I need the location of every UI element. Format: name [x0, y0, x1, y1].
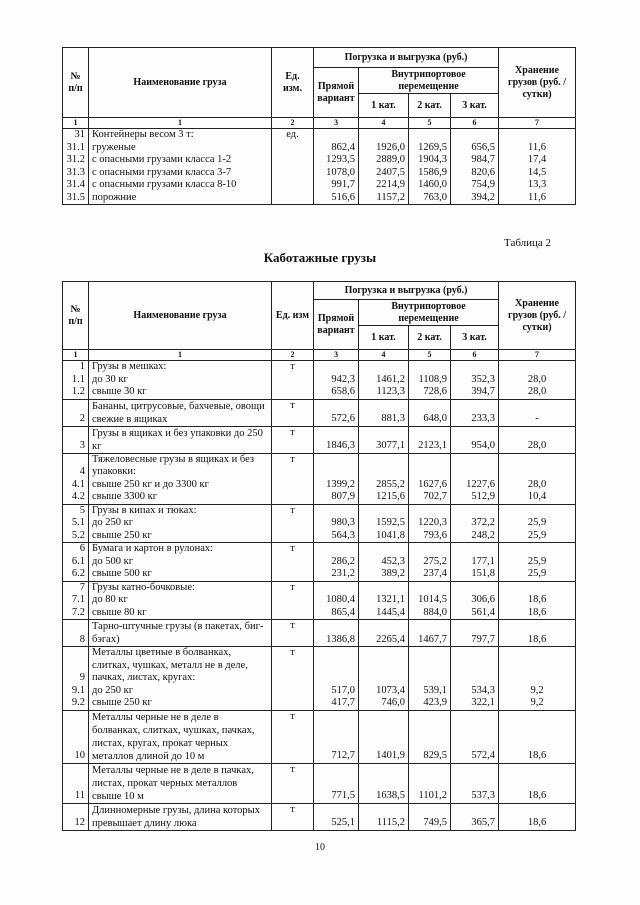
containers-table — [62, 47, 576, 205]
row-cat3: 233,3 — [451, 399, 499, 426]
row-direct: 286,2 231,2 — [314, 543, 359, 582]
row-direct: 712,7 — [314, 710, 359, 763]
row-cat3: 954,0 — [451, 426, 499, 453]
row-storage: 18,6 — [499, 763, 576, 803]
table-row — [63, 504, 576, 543]
coastal-cargo-table — [62, 281, 576, 831]
col-header-num: № п/п — [63, 282, 89, 350]
row-cat1: 1592,5 1041,8 — [359, 504, 409, 543]
row-direct: 771,5 — [314, 763, 359, 803]
col-header-direct: Прямой вариант — [314, 68, 359, 118]
row-cat2: 1627,6 702,7 — [409, 453, 451, 504]
row-cat1: 1926,0 2889,0 2407,5 2214,9 1157,2 — [359, 129, 409, 205]
row-num: 3 — [63, 426, 89, 453]
col-header-cat2: 2 кат. — [409, 94, 451, 118]
row-cat1: 1073,4 746,0 — [359, 647, 409, 711]
col-header-cat3: 3 кат. — [451, 326, 499, 350]
col-header-direct: Прямой вариант — [314, 300, 359, 350]
row-direct: 1080,4 865,4 — [314, 581, 359, 620]
row-cat2: 1108,9 728,6 — [409, 361, 451, 400]
col-header-storage: Хранение грузов (руб. /сутки) — [499, 48, 576, 118]
row-cat1: 2855,2 1215,6 — [359, 453, 409, 504]
row-direct: 942,3 658,6 — [314, 361, 359, 400]
row-direct: 517,0 417,7 — [314, 647, 359, 711]
row-cat2: 648,0 — [409, 399, 451, 426]
page-number: 10 — [315, 842, 325, 853]
table-row — [63, 361, 576, 400]
row-cat2: 1269,5 1904,3 1586,9 1460,0 763,0 — [409, 129, 451, 205]
table-row — [63, 453, 576, 504]
row-num: 8 — [63, 620, 89, 647]
row-storage: 28,0 — [499, 426, 576, 453]
row-cat3: 572,4 — [451, 710, 499, 763]
row-cat3: 306,6 561,4 — [451, 581, 499, 620]
row-num: 7 7.1 7.2 — [63, 581, 89, 620]
row-unit: т — [272, 543, 314, 582]
row-direct: 1846,3 — [314, 426, 359, 453]
col-header-name: Наименование груза — [89, 282, 272, 350]
row-cat2: 829,5 — [409, 710, 451, 763]
col-header-loading: Погрузка и выгрузка (руб.) — [314, 282, 499, 300]
row-unit: т — [272, 361, 314, 400]
row-num: 9 9.1 9.2 — [63, 647, 89, 711]
table-row — [63, 620, 576, 647]
row-num: 4 4.1 4.2 — [63, 453, 89, 504]
row-unit: т — [272, 453, 314, 504]
row-cat2: 539,1 423,9 — [409, 647, 451, 711]
row-unit: т — [272, 803, 314, 830]
table-row — [63, 129, 576, 205]
row-cat1: 1638,5 — [359, 763, 409, 803]
row-cat1: 1401,9 — [359, 710, 409, 763]
col-header-cat2: 2 кат. — [409, 326, 451, 350]
row-cat1: 2265,4 — [359, 620, 409, 647]
row-cat3: 365,7 — [451, 803, 499, 830]
col-header-cat1: 1 кат. — [359, 326, 409, 350]
row-unit: т — [272, 763, 314, 803]
row-cat1: 452,3 389,2 — [359, 543, 409, 582]
row-storage: 25,9 25,9 — [499, 504, 576, 543]
row-cat1: 1115,2 — [359, 803, 409, 830]
row-storage: 25,9 25,9 — [499, 543, 576, 582]
row-storage: 11,6 17,4 14,5 13,3 11,6 — [499, 129, 576, 205]
row-name: Длинномерные грузы, длина которых превышает длину люка — [89, 803, 272, 830]
row-name: Металлы черные не в деле в пачках, листах, прокат черных металлов свыше 10 м — [89, 763, 272, 803]
row-name: Бумага и картон в рулонах: до 500 кг свыше 500 кг — [89, 543, 272, 582]
col-header-internal: Внутрипортовое перемещение — [359, 300, 499, 326]
row-cat1: 3077,1 — [359, 426, 409, 453]
row-cat2: 1101,2 — [409, 763, 451, 803]
col-header-unit: Ед. изм. — [272, 48, 314, 118]
row-cat3: 372,2 248,2 — [451, 504, 499, 543]
col-header-unit: Ед. изм — [272, 282, 314, 350]
row-direct: 572,6 — [314, 399, 359, 426]
row-unit: ед. — [272, 129, 314, 205]
col-header-storage: Хранение грузов (руб. /сутки) — [499, 282, 576, 350]
row-direct: 1386,8 — [314, 620, 359, 647]
row-name: Металлы цветные в болванках, слитках, чушках, металл не в деле, пачках, листах, кругах: до 250 кг свыше 250 кг — [89, 647, 272, 711]
table-row — [63, 763, 576, 803]
row-unit: т — [272, 399, 314, 426]
index-row: 1 1 2 3 4 5 6 7 — [63, 118, 576, 129]
row-unit: т — [272, 620, 314, 647]
row-cat2: 275,2 237,4 — [409, 543, 451, 582]
row-unit: т — [272, 426, 314, 453]
row-num: 10 — [63, 710, 89, 763]
row-cat1: 1321,1 1445,4 — [359, 581, 409, 620]
row-direct: 862,4 1293,5 1078,0 991,7 516,6 — [314, 129, 359, 205]
col-header-cat3: 3 кат. — [451, 94, 499, 118]
row-cat3: 537,3 — [451, 763, 499, 803]
row-cat2: 1014,5 884,0 — [409, 581, 451, 620]
row-name: Грузы в кипах и тюках: до 250 кг свыше 250 кг — [89, 504, 272, 543]
row-name: Тарно-штучные грузы (в пакетах, биг-бэгах) — [89, 620, 272, 647]
col-header-num: № п/п — [63, 48, 89, 118]
row-storage: 9,2 9,2 — [499, 647, 576, 711]
row-cat2: 1220,3 793,6 — [409, 504, 451, 543]
table-row — [63, 426, 576, 453]
row-cat3: 534,3 322,1 — [451, 647, 499, 711]
row-name: Грузы в ящиках и без упаковки до 250 кг — [89, 426, 272, 453]
row-storage: 18,6 — [499, 620, 576, 647]
row-cat2: 2123,1 — [409, 426, 451, 453]
col-header-cat1: 1 кат. — [359, 94, 409, 118]
table-row — [63, 581, 576, 620]
row-direct: 525,1 — [314, 803, 359, 830]
table-row — [63, 803, 576, 830]
row-name: Бананы, цитрусовые, бахчевые, овощи свежие в ящиках — [89, 399, 272, 426]
row-cat1: 881,3 — [359, 399, 409, 426]
section-title: Каботажные грузы — [263, 250, 377, 265]
row-num: 1 1.1 1.2 — [63, 361, 89, 400]
index-row: 1 1 2 3 4 5 6 7 — [63, 350, 576, 361]
row-num: 2 — [63, 399, 89, 426]
table-row — [63, 543, 576, 582]
row-cat2: 1467,7 — [409, 620, 451, 647]
col-header-name: Наименование груза — [89, 48, 272, 118]
table-row — [63, 710, 576, 763]
col-header-loading: Погрузка и выгрузка (руб.) — [314, 48, 499, 68]
table-label: Таблица 2 — [504, 237, 552, 249]
row-name: Грузы катно-бочковые: до 80 кг свыше 80 кг — [89, 581, 272, 620]
row-num: 6 6.1 6.2 — [63, 543, 89, 582]
row-storage: 18,6 — [499, 710, 576, 763]
row-cat3: 352,3 394,7 — [451, 361, 499, 400]
row-cat3: 177,1 151,8 — [451, 543, 499, 582]
row-name: Тяжеловесные грузы в ящиках и без упаковки: свыше 250 кг и до 3300 кг свыше 3300 кг — [89, 453, 272, 504]
row-storage: - — [499, 399, 576, 426]
col-header-internal: Внутрипортовое перемещение — [359, 68, 499, 94]
row-storage: 18,6 18,6 — [499, 581, 576, 620]
row-num: 12 — [63, 803, 89, 830]
row-unit: т — [272, 647, 314, 711]
table-row — [63, 647, 576, 711]
row-num: 5 5.1 5.2 — [63, 504, 89, 543]
row-unit: т — [272, 581, 314, 620]
row-storage: 18,6 — [499, 803, 576, 830]
row-direct: 980,3 564,3 — [314, 504, 359, 543]
table-row — [63, 399, 576, 426]
row-cat3: 656,5 984,7 820,6 754,9 394,2 — [451, 129, 499, 205]
row-names: Контейнеры весом 3 т: груженые с опасными грузами класса 1-2 с опасными грузами класса 3-7 с опасными грузами класса 8-10 порожние — [89, 129, 272, 205]
row-cat3: 1227,6 512,9 — [451, 453, 499, 504]
row-storage: 28,0 28,0 — [499, 361, 576, 400]
row-cat2: 749,5 — [409, 803, 451, 830]
row-name: Металлы черные не в деле в болванках, слитках, чушках, пачках, листах, кругах, прокат черных металлов длиной до 10 м — [89, 710, 272, 763]
row-nums: 31 31.1 31.2 31.3 31.4 31.5 — [63, 129, 89, 205]
row-name: Грузы в мешках: до 30 кг свыше 30 кг — [89, 361, 272, 400]
row-unit: т — [272, 710, 314, 763]
row-cat1: 1461,2 1123,3 — [359, 361, 409, 400]
row-cat3: 797,7 — [451, 620, 499, 647]
row-num: 11 — [63, 763, 89, 803]
row-storage: 28,0 10,4 — [499, 453, 576, 504]
row-unit: т — [272, 504, 314, 543]
row-direct: 1399,2 807,9 — [314, 453, 359, 504]
